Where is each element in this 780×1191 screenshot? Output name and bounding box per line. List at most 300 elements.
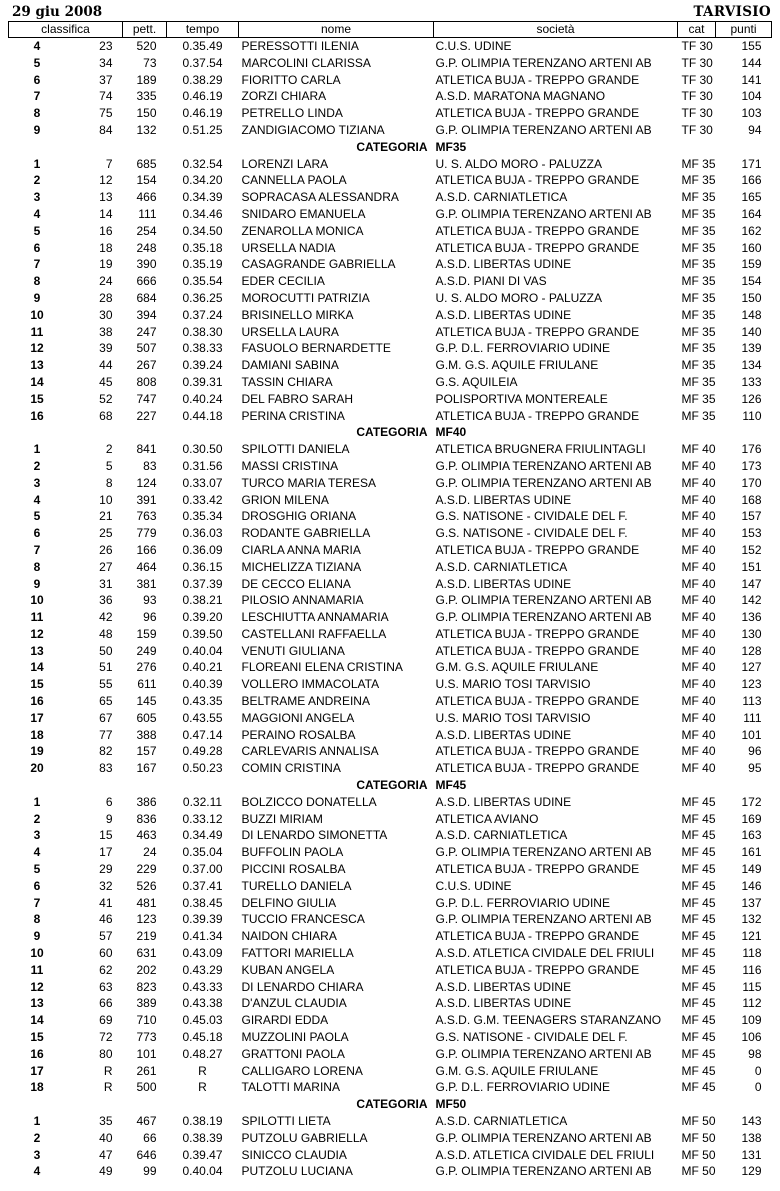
points-cell: 128: [741, 643, 762, 658]
club-cell: ATLETICA BUJA - TREPPO GRANDE: [435, 408, 640, 423]
table-row: [9, 743, 772, 760]
time-cell: 0.35.18: [182, 240, 223, 255]
points-cell: 98: [748, 1046, 762, 1061]
athlete-name-cell: CASTELLANI RAFFAELLA: [241, 626, 387, 641]
category-rank-cell: 3: [33, 190, 41, 205]
club-cell: G.M. G.S. AQUILE FRIULANE: [435, 358, 599, 373]
time-cell: 0.40.39: [182, 677, 223, 692]
points-cell: 109: [741, 1013, 762, 1028]
bib-number-cell: 388: [136, 727, 157, 742]
category-rank-cell: 7: [33, 89, 41, 104]
time-cell: 0.38.33: [182, 341, 223, 356]
athlete-name-cell: PERESSOTTI ILENIA: [241, 39, 359, 53]
club-cell: G.P. OLIMPIA TERENZANO ARTENI AB: [435, 912, 652, 927]
bib-number-cell: 685: [136, 156, 157, 171]
table-row: [9, 55, 772, 72]
category-cell: MF 40: [681, 559, 716, 574]
overall-position-cell: 5: [105, 458, 113, 473]
category-rank-cell: 9: [33, 290, 41, 305]
column-header-classifica: classifica: [9, 22, 123, 38]
category-cell: MF 40: [681, 744, 716, 759]
category-cell: TF 30: [681, 89, 713, 104]
overall-position-cell: 19: [99, 257, 113, 272]
bib-number-cell: 467: [136, 1114, 157, 1128]
table-row: [9, 676, 772, 693]
time-cell: 0.34.49: [182, 828, 223, 843]
athlete-name-cell: LESCHIUTTA ANNAMARIA: [241, 610, 389, 625]
athlete-name-cell: ZENAROLLA MONICA: [241, 223, 364, 238]
overall-position-cell: R: [103, 1063, 113, 1078]
table-row: [9, 122, 772, 139]
table-row: [9, 760, 772, 777]
points-cell: 163: [741, 828, 762, 843]
table-row: [9, 1079, 772, 1096]
club-cell: G.P. OLIMPIA TERENZANO ARTENI AB: [435, 458, 652, 473]
club-cell: A.S.D. ATLETICA CIVIDALE DEL FRIULI: [435, 1147, 655, 1162]
table-row: [9, 441, 772, 458]
bib-number-cell: 841: [136, 442, 157, 457]
points-cell: 116: [742, 962, 762, 977]
table-row: [9, 458, 772, 475]
athlete-name-cell: TUCCIO FRANCESCA: [241, 912, 365, 927]
category-cell: MF 45: [681, 845, 716, 860]
table-row: [9, 1029, 772, 1046]
category-code: MF40: [435, 425, 467, 440]
category-heading: [9, 139, 772, 156]
time-cell: 0.35.04: [182, 845, 223, 860]
category-heading: [9, 424, 772, 441]
category-rank-cell: 15: [30, 391, 44, 406]
overall-position-cell: 39: [99, 341, 113, 356]
category-rank-cell: 15: [30, 1030, 44, 1045]
category-cell: TF 30: [681, 106, 713, 121]
overall-position-cell: 65: [99, 694, 113, 709]
bib-number-cell: 132: [136, 122, 157, 137]
club-cell: ATLETICA BUJA - TREPPO GRANDE: [435, 72, 640, 87]
category-rank-cell: 1: [33, 794, 41, 809]
category-cell: MF 40: [681, 761, 716, 776]
athlete-name-cell: DI LENARDO CHIARA: [241, 979, 364, 994]
athlete-name-cell: SINICCO CLAUDIA: [241, 1147, 347, 1162]
category-rank-cell: 8: [33, 912, 41, 927]
overall-position-cell: 8: [105, 475, 113, 490]
club-cell: ATLETICA BUJA - TREPPO GRANDE: [435, 761, 640, 776]
points-cell: 147: [741, 576, 762, 591]
category-label: CATEGORIA: [356, 139, 428, 154]
category-rank-cell: 1: [33, 442, 41, 457]
overall-position-cell: 67: [99, 710, 113, 725]
club-cell: ATLETICA BUJA - TREPPO GRANDE: [435, 862, 640, 877]
time-cell: 0.33.07: [182, 475, 223, 490]
athlete-name-cell: CALLIGARO LORENA: [241, 1063, 363, 1078]
category-rank-cell: 4: [33, 39, 41, 53]
category-cell: MF 45: [681, 811, 716, 826]
club-cell: G.P. OLIMPIA TERENZANO ARTENI AB: [435, 475, 652, 490]
bib-number-cell: 124: [136, 475, 157, 490]
time-cell: 0.51.25: [182, 122, 223, 137]
bib-number-cell: 464: [136, 559, 157, 574]
overall-position-cell: 16: [99, 223, 113, 238]
category-cell: MF 45: [681, 878, 716, 893]
category-spacer: [9, 1096, 239, 1113]
bib-number-cell: 276: [136, 660, 157, 675]
overall-position-cell: 62: [99, 962, 113, 977]
category-cell: MF 45: [681, 962, 716, 977]
category-rank-cell: 5: [33, 223, 41, 238]
points-cell: 94: [748, 122, 762, 137]
category-rank-cell: 11: [30, 962, 44, 977]
results-table-body: [9, 38, 772, 1181]
bib-number-cell: 248: [136, 240, 157, 255]
time-cell: 0.35.49: [182, 39, 223, 53]
overall-position-cell: 2: [105, 442, 113, 457]
time-cell: 0.36.09: [182, 542, 223, 557]
points-cell: 139: [741, 341, 762, 356]
overall-position-cell: 63: [99, 979, 113, 994]
category-rank-cell: 17: [30, 710, 44, 725]
table-row: [9, 290, 772, 307]
bib-number-cell: 507: [136, 341, 157, 356]
bib-number-cell: 111: [138, 206, 157, 221]
time-cell: 0.43.33: [182, 979, 223, 994]
category-rank-cell: 4: [33, 492, 41, 507]
athlete-name-cell: FATTORI MARIELLA: [241, 946, 354, 961]
club-cell: ATLETICA BUJA - TREPPO GRANDE: [435, 240, 640, 255]
club-cell: ATLETICA BRUGNERA FRIULINTAGLI: [435, 442, 646, 457]
bib-number-cell: 335: [136, 89, 157, 104]
time-cell: 0.47.14: [182, 727, 223, 742]
points-cell: 126: [741, 391, 762, 406]
points-cell: 153: [741, 526, 762, 541]
athlete-name-cell: PUTZOLU LUCIANA: [241, 1164, 353, 1179]
overall-position-cell: 69: [99, 1013, 113, 1028]
category-cell: TF 30: [681, 39, 713, 53]
club-cell: U. S. ALDO MORO - PALUZZA: [435, 290, 602, 305]
table-row: [9, 324, 772, 341]
table-row: [9, 979, 772, 996]
overall-position-cell: 66: [99, 996, 113, 1011]
athlete-name-cell: DEL FABRO SARAH: [241, 391, 354, 406]
points-cell: 170: [741, 475, 762, 490]
club-cell: A.S.D. CARNIATLETICA: [435, 559, 568, 574]
bib-number-cell: 254: [136, 223, 157, 238]
athlete-name-cell: COMIN CRISTINA: [241, 761, 341, 776]
table-row: [9, 156, 772, 173]
overall-position-cell: 32: [99, 878, 113, 893]
table-row: [9, 626, 772, 643]
club-cell: ATLETICA BUJA - TREPPO GRANDE: [435, 929, 640, 944]
club-cell: ATLETICA BUJA - TREPPO GRANDE: [435, 173, 640, 188]
bib-number-cell: 390: [136, 257, 157, 272]
category-cell: MF 40: [681, 576, 716, 591]
bib-number-cell: 808: [136, 374, 157, 389]
time-cell: 0.38.39: [182, 1130, 223, 1145]
category-cell: MF 35: [681, 341, 716, 356]
bib-number-cell: 386: [136, 794, 157, 809]
time-cell: 0.32.11: [182, 794, 223, 809]
athlete-name-cell: FLOREANI ELENA CRISTINA: [241, 660, 403, 675]
time-cell: 0.43.29: [182, 962, 223, 977]
overall-position-cell: 80: [99, 1046, 113, 1061]
points-cell: 136: [741, 610, 762, 625]
table-row: [9, 995, 772, 1012]
table-row: [9, 189, 772, 206]
table-row: [9, 542, 772, 559]
table-row: [9, 659, 772, 676]
table-row: [9, 172, 772, 189]
document-header: [8, 4, 771, 21]
overall-position-cell: 25: [99, 526, 113, 541]
athlete-name-cell: BUFFOLIN PAOLA: [241, 845, 344, 860]
time-cell: 0.32.54: [182, 156, 223, 171]
table-row: [9, 273, 772, 290]
time-cell: 0.38.21: [182, 593, 223, 608]
time-cell: 0.35.54: [182, 274, 223, 289]
overall-position-cell: 35: [99, 1114, 113, 1128]
athlete-name-cell: TURCO MARIA TERESA: [241, 475, 376, 490]
time-cell: 0.33.42: [182, 492, 223, 507]
athlete-name-cell: DROSGHIG ORIANA: [241, 509, 357, 524]
category-rank-cell: 11: [30, 610, 44, 625]
club-cell: ATLETICA BUJA - TREPPO GRANDE: [435, 542, 640, 557]
category-cell: MF 45: [681, 1030, 716, 1045]
points-cell: 148: [741, 307, 762, 322]
bib-number-cell: 66: [143, 1130, 157, 1145]
category-rank-cell: 16: [30, 408, 44, 423]
category-cell: MF 35: [681, 223, 716, 238]
bib-number-cell: 83: [143, 458, 157, 473]
category-cell: MF 35: [681, 173, 716, 188]
points-cell: 146: [741, 878, 762, 893]
category-rank-cell: 8: [33, 559, 41, 574]
category-cell: MF 35: [681, 206, 716, 221]
points-cell: 138: [741, 1130, 762, 1145]
table-row: [9, 895, 772, 912]
overall-position-cell: 55: [99, 677, 113, 692]
time-cell: 0.43.09: [182, 946, 223, 961]
results-table-header: [9, 22, 772, 38]
bib-number-cell: 159: [136, 626, 157, 641]
points-cell: 115: [742, 979, 762, 994]
club-cell: G.P. D.L. FERROVIARIO UDINE: [435, 341, 610, 356]
athlete-name-cell: TALOTTI MARINA: [241, 1080, 340, 1095]
overall-position-cell: 34: [99, 55, 113, 70]
category-rank-cell: 3: [33, 828, 41, 843]
club-cell: ATLETICA AVIANO: [435, 811, 539, 826]
time-cell: 0.43.55: [182, 710, 223, 725]
table-row: [9, 72, 772, 89]
category-rank-cell: 1: [33, 156, 41, 171]
column-header-cat: cat: [678, 22, 716, 38]
bib-number-cell: 267: [136, 358, 157, 373]
club-cell: G.M. G.S. AQUILE FRIULANE: [435, 1063, 599, 1078]
points-cell: 151: [741, 559, 762, 574]
club-cell: G.P. OLIMPIA TERENZANO ARTENI AB: [435, 55, 652, 70]
bib-number-cell: 123: [136, 912, 157, 927]
bib-number-cell: 710: [136, 1013, 157, 1028]
points-cell: 159: [741, 257, 762, 272]
table-row: [9, 408, 772, 425]
points-cell: 96: [748, 744, 762, 759]
table-row: [9, 609, 772, 626]
athlete-name-cell: VENUTI GIULIANA: [241, 643, 345, 658]
table-row: [9, 105, 772, 122]
time-cell: 0.33.12: [182, 811, 223, 826]
time-cell: 0.46.19: [182, 106, 223, 121]
time-cell: 0.48.27: [182, 1046, 223, 1061]
overall-position-cell: 75: [99, 106, 113, 121]
category-cell: MF 40: [681, 526, 716, 541]
club-cell: A.S.D. CARNIATLETICA: [435, 190, 568, 205]
bib-number-cell: 167: [136, 761, 157, 776]
category-rank-cell: 2: [33, 1130, 41, 1145]
category-rank-cell: 4: [33, 1164, 41, 1179]
table-row: [9, 811, 772, 828]
table-row: [9, 962, 772, 979]
athlete-name-cell: LORENZI LARA: [241, 156, 329, 171]
club-cell: U. S. ALDO MORO - PALUZZA: [435, 156, 602, 171]
category-cell: MF 35: [681, 358, 716, 373]
athlete-name-cell: BRISINELLO MIRKA: [241, 307, 354, 322]
overall-position-cell: 57: [99, 929, 113, 944]
time-cell: 0.36.03: [182, 526, 223, 541]
table-row: [9, 576, 772, 593]
overall-position-cell: 18: [99, 240, 113, 255]
table-row: [9, 340, 772, 357]
bib-number-cell: 747: [136, 391, 157, 406]
overall-position-cell: 37: [99, 72, 113, 87]
category-rank-cell: 4: [33, 206, 41, 221]
points-cell: 166: [741, 173, 762, 188]
table-row: [9, 475, 772, 492]
club-cell: G.P. OLIMPIA TERENZANO ARTENI AB: [435, 593, 652, 608]
category-rank-cell: 12: [30, 626, 44, 641]
category-heading: [9, 777, 772, 794]
points-cell: 131: [741, 1147, 762, 1162]
table-row: [9, 391, 772, 408]
category-rank-cell: 12: [30, 341, 44, 356]
table-row: [9, 223, 772, 240]
category-rank-cell: 2: [33, 458, 41, 473]
category-cell: MF 50: [681, 1147, 716, 1162]
points-cell: 0: [754, 1063, 762, 1078]
overall-position-cell: R: [103, 1080, 113, 1095]
bib-number-cell: 763: [136, 509, 157, 524]
athlete-name-cell: DI LENARDO SIMONETTA: [241, 828, 388, 843]
category-rank-cell: 1: [33, 1114, 41, 1128]
table-row: [9, 844, 772, 861]
category-rank-cell: 10: [30, 946, 44, 961]
time-cell: 0.45.18: [182, 1030, 223, 1045]
category-cell: TF 30: [681, 72, 713, 87]
points-cell: 129: [741, 1164, 762, 1179]
category-cell: MF 45: [681, 1063, 716, 1078]
athlete-name-cell: VOLLERO IMMACOLATA: [241, 677, 380, 692]
column-header-pett: pett.: [123, 22, 167, 38]
time-cell: 0.45.03: [182, 1013, 223, 1028]
category-cell: MF 40: [681, 694, 716, 709]
overall-position-cell: 13: [99, 190, 113, 205]
points-cell: 123: [741, 677, 762, 692]
athlete-name-cell: TURELLO DANIELA: [241, 878, 352, 893]
time-cell: 0.36.25: [182, 290, 223, 305]
category-cell: MF 40: [681, 626, 716, 641]
athlete-name-cell: CANNELLA PAOLA: [241, 173, 347, 188]
club-cell: A.S.D. LIBERTAS UDINE: [435, 492, 572, 507]
points-cell: 103: [741, 106, 762, 121]
athlete-name-cell: D'ANZUL CLAUDIA: [241, 996, 347, 1011]
category-cell: MF 50: [681, 1130, 716, 1145]
bib-number-cell: 394: [136, 307, 157, 322]
overall-position-cell: 7: [105, 156, 113, 171]
category-code: MF35: [435, 139, 467, 154]
athlete-name-cell: GIRARDI EDDA: [241, 1013, 329, 1028]
table-row: [9, 911, 772, 928]
athlete-name-cell: TASSIN CHIARA: [241, 374, 333, 389]
table-row: [9, 861, 772, 878]
club-cell: A.S.D. CARNIATLETICA: [435, 828, 568, 843]
bib-number-cell: 823: [136, 979, 157, 994]
athlete-name-cell: NAIDON CHIARA: [241, 929, 337, 944]
category-cell: MF 40: [681, 475, 716, 490]
bib-number-cell: 166: [136, 542, 157, 557]
category-cell: MF 35: [681, 257, 716, 272]
bib-number-cell: 389: [136, 996, 157, 1011]
overall-position-cell: 45: [99, 374, 113, 389]
points-cell: 168: [741, 492, 762, 507]
table-row: [9, 1130, 772, 1147]
category-cell: MF 45: [681, 979, 716, 994]
category-cell: MF 40: [681, 710, 716, 725]
category-cell: MF 45: [681, 912, 716, 927]
category-rank-cell: 18: [30, 727, 44, 742]
points-cell: 157: [741, 509, 762, 524]
category-cell: MF 40: [681, 542, 716, 557]
time-cell: 0.44.18: [182, 408, 223, 423]
points-cell: 152: [741, 542, 762, 557]
category-rank-cell: 10: [30, 593, 44, 608]
time-cell: 0.40.21: [182, 660, 223, 675]
points-cell: 144: [741, 55, 762, 70]
category-rank-cell: 10: [30, 307, 44, 322]
table-row: [9, 945, 772, 962]
category-rank-cell: 12: [30, 979, 44, 994]
bib-number-cell: 500: [136, 1080, 157, 1095]
club-cell: G.S. NATISONE - CIVIDALE DEL F.: [435, 1030, 628, 1045]
bib-number-cell: 391: [136, 492, 157, 507]
table-row: [9, 928, 772, 945]
category-rank-cell: 9: [33, 576, 41, 591]
bib-number-cell: 646: [136, 1147, 157, 1162]
athlete-name-cell: URSELLA NADIA: [241, 240, 336, 255]
points-cell: 130: [741, 626, 762, 641]
category-cell: MF 35: [681, 190, 716, 205]
category-rank-cell: 8: [33, 106, 41, 121]
category-rank-cell: 19: [30, 744, 44, 759]
bib-number-cell: 666: [136, 274, 157, 289]
overall-position-cell: 46: [99, 912, 113, 927]
table-row: [9, 492, 772, 509]
category-cell: MF 45: [681, 1080, 716, 1095]
bib-number-cell: 227: [136, 408, 157, 423]
athlete-name-cell: GRATTONI PAOLA: [241, 1046, 345, 1061]
points-cell: 112: [742, 996, 762, 1011]
athlete-name-cell: RODANTE GABRIELLA: [241, 526, 371, 541]
athlete-name-cell: MASSI CRISTINA: [241, 458, 339, 473]
time-cell: 0.36.15: [182, 559, 223, 574]
category-rank-cell: 5: [33, 509, 41, 524]
bib-number-cell: 219: [136, 929, 157, 944]
